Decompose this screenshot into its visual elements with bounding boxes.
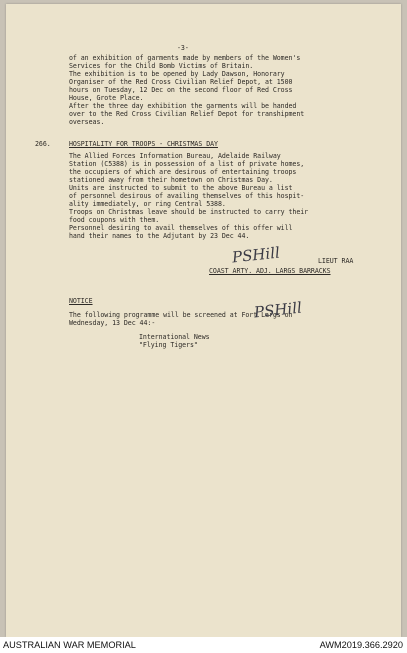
document-page [6, 4, 401, 637]
paragraph-line: over to the Red Cross Civilian Relief Depot for transhipment [69, 110, 305, 118]
footer-institution: AUSTRALIAN WAR MEMORIAL [3, 640, 136, 650]
archive-footer [0, 637, 407, 653]
signature-1: PSHill [231, 243, 281, 267]
signatory-rank: LIEUT RAA [318, 257, 354, 265]
item-body-line: Units are instructed to submit to the above Bureau a list [69, 184, 293, 192]
notice-body-line: Wednesday, 13 Dec 44:- [69, 319, 156, 327]
signature-2: PSHill [253, 298, 303, 322]
paragraph-line: After the three day exhibition the garments will be handed [69, 102, 297, 110]
notice-item: International News [139, 333, 210, 341]
item-body-line: The Allied Forces Information Bureau, Adelaide Railway [69, 152, 281, 160]
paragraph-line: of an exhibition of garments made by members of the Women's [69, 54, 301, 62]
item-body-line: stationed away from their hometown on Christmas Day. [69, 176, 273, 184]
item-body-line: Troops on Christmas leave should be instructed to carry their [69, 208, 309, 216]
signatory-appointment: COAST ARTY. ADJ. LARGS BARRACKS [209, 267, 331, 275]
item-body-line: of personnel desirous of availing themselves of this hospit- [69, 192, 305, 200]
item-body-line: food coupons with them. [69, 216, 160, 224]
notice-item: "Flying Tigers" [139, 341, 198, 349]
paragraph-line: House, Grote Place. [69, 94, 144, 102]
paragraph-line: The exhibition is to be opened by Lady Dawson, Honorary [69, 70, 285, 78]
item-title: HOSPITALITY FOR TROOPS - CHRISTMAS DAY [69, 140, 218, 148]
paragraph-line: hours on Tuesday, 12 Dec on the second floor of Red Cross [69, 86, 293, 94]
item-body-line: Personnel desiring to avail themselves of this offer will [69, 224, 293, 232]
item-number: 266. [35, 140, 51, 148]
notice-heading: NOTICE [69, 297, 93, 305]
paragraph-line: Services for the Child Bomb Victims of Britain. [69, 62, 254, 70]
item-body-line: ality immediately, or ring Central 5388. [69, 200, 226, 208]
notice-body-line: The following programme will be screened at Fort Largs on [69, 311, 293, 319]
footer-accession-number: AWM2019.366.2920 [319, 640, 403, 650]
page-number: -3- [177, 44, 189, 52]
paragraph-line: overseas. [69, 118, 105, 126]
item-body-line: Station (C5388) is in possession of a list of private homes, [69, 160, 305, 168]
item-body-line: the occupiers of which are desirous of entertaining troops [69, 168, 297, 176]
item-body-line: hand their names to the Adjutant by 23 Dec 44. [69, 232, 250, 240]
paragraph-line: Organiser of the Red Cross Civilian Relief Depot, at 1500 [69, 78, 293, 86]
